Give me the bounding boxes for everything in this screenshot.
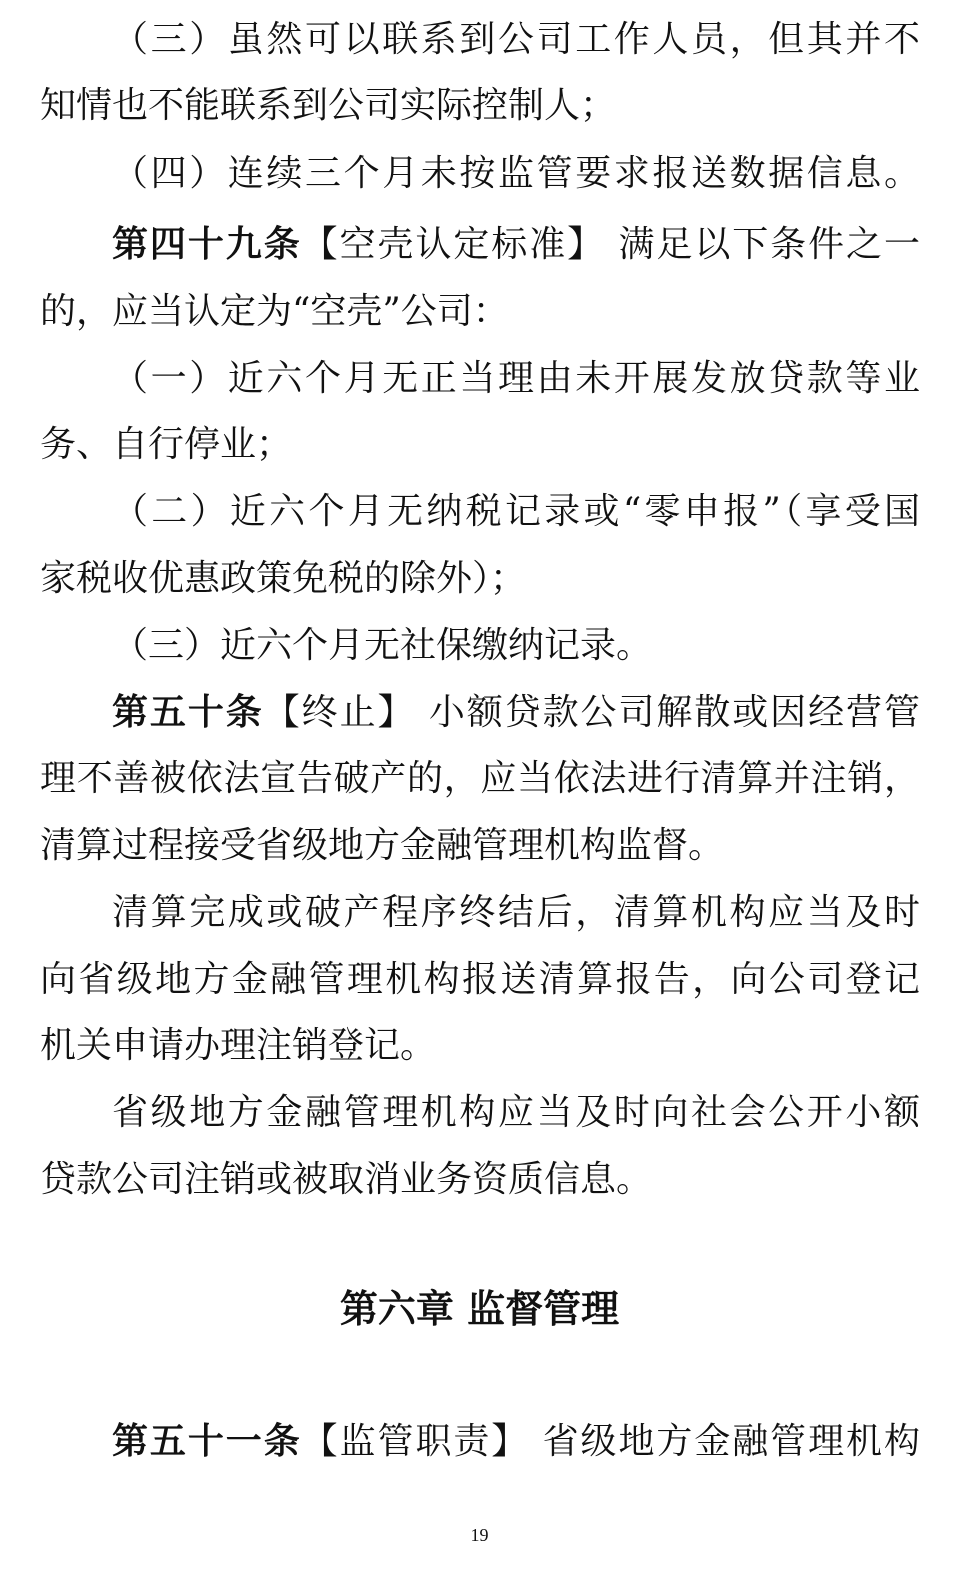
text-line: 贷款公司注销或被取消业务资质信息。	[40, 1159, 653, 1200]
article-number: 第五十一条	[112, 1421, 302, 1462]
text-line: （一）近六个月无正当理由未开展发放贷款等业	[112, 358, 920, 399]
article-51-heading-line	[112, 1420, 920, 1464]
text-line: 务、自行停业；	[40, 424, 293, 465]
text-line: 省级地方金融管理机构应当及时向社会公开小额	[112, 1092, 920, 1133]
article-number: 第五十条	[112, 692, 264, 733]
text-line: 家税收优惠政策免税的除外）；	[40, 558, 527, 599]
article-number: 第四十九条	[112, 224, 302, 265]
text-line: 清算完成或破产程序终结后，清算机构应当及时	[112, 892, 920, 933]
text-line: 向省级地方金融管理机构报送清算报告，向公司登记	[40, 959, 920, 1000]
text-line: 清算过程接受省级地方金融管理机构监督。	[40, 825, 725, 866]
article-title: 【终止】	[263, 692, 416, 733]
text-segment: 小额贷款公司解散或因经营管	[428, 692, 920, 733]
text-line: （二）近六个月无纳税记录或“零申报”（享受国	[112, 491, 920, 532]
text-line: 的，应当认定为“空壳”公司：	[40, 291, 509, 332]
text-line: （三）近六个月无社保缴纳记录。	[112, 625, 653, 666]
text-segment: 满足以下条件之一	[618, 224, 920, 265]
page-number: 19	[470, 1525, 489, 1545]
article-50-heading-line	[112, 691, 920, 735]
article-49-heading-line	[112, 223, 920, 267]
text-segment: 省级地方金融管理机构	[542, 1421, 920, 1462]
text-line: 知情也不能联系到公司实际控制人；	[40, 85, 617, 126]
article-title: 【空壳认定标准】	[301, 224, 606, 265]
text-line: 机关申请办理注销登记。	[40, 1025, 437, 1066]
chapter-title: 第六章 监督管理	[339, 1287, 620, 1331]
text-line: （三）虽然可以联系到公司工作人员，但其并不	[112, 19, 920, 60]
text-line: （四）连续三个月未按监管要求报送数据信息。	[112, 153, 920, 194]
text-line: 理不善被依法宣告破产的，应当依法进行清算并注销，	[40, 758, 920, 799]
article-title: 【监管职责】	[301, 1421, 530, 1462]
